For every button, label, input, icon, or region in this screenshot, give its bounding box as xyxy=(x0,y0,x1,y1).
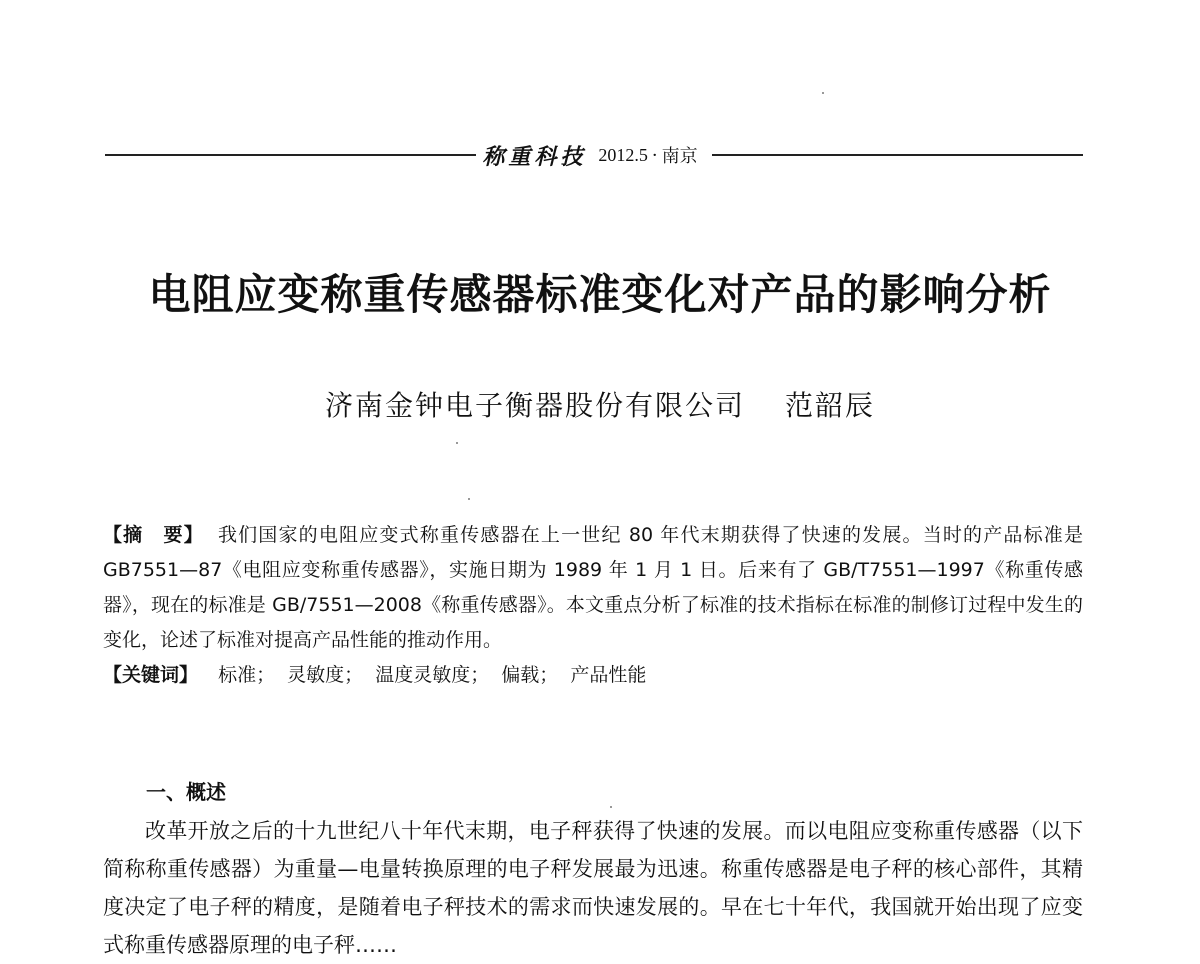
scan-speck xyxy=(456,442,458,444)
keywords-label: 【关键词】 xyxy=(103,664,199,686)
section-heading: 一、概述 xyxy=(146,780,226,804)
scan-speck xyxy=(610,806,612,808)
body-text xyxy=(103,812,1083,964)
header-rule-right xyxy=(712,154,1083,156)
journal-issue: 2012.5 xyxy=(598,144,648,165)
header-rule-left xyxy=(105,154,476,156)
keywords-line xyxy=(103,658,1083,693)
keyword: 偏载； xyxy=(501,664,559,686)
body-paragraph: 改革开放之后的十九世纪八十年代末期，电子秤获得了快速的发展。而以电阻应变称重传感器（以下简称称重传感器）为重量—电量转换原理的电子秤发展最为迅速。称重传感器是电子秤的核心部件，其精度决定了电子秤的精度，是随着电子秤技术的需求而快速发展的。早在七十年代，我国就开始出现了应变式称重传感器原理的电子秤…… xyxy=(103,819,1083,957)
abstract-paragraph xyxy=(103,518,1083,658)
journal-header xyxy=(105,138,1083,172)
journal-name: 称重科技 xyxy=(482,143,587,170)
journal-city: 南京 xyxy=(661,146,698,167)
keyword: 灵敏度； xyxy=(287,664,364,686)
abstract-label: 【摘 要】 xyxy=(103,524,204,546)
author-line xyxy=(0,384,1200,424)
scan-speck xyxy=(468,498,470,500)
abstract-block xyxy=(103,518,1083,693)
scan-speck xyxy=(822,92,824,94)
paper-title: 电阻应变称重传感器标准变化对产品的影响分析 xyxy=(148,270,1052,319)
author-name: 范韶辰 xyxy=(785,389,876,422)
keyword: 产品性能 xyxy=(570,664,647,686)
header-separator: · xyxy=(651,144,658,166)
affiliation: 济南金钟电子衡器股份有限公司 xyxy=(324,389,745,422)
keyword: 标准； xyxy=(218,664,276,686)
abstract-text: 我们国家的电阻应变式称重传感器在上一世纪 80 年代末期获得了快速的发展。当时的产品标准是 GB7551—87《电阻应变称重传感器》，实施日期为 1989 年 1 月 1 日。后来有了 GB/T7551—1997《称重传感器》，现在的标准是 GB/7551—2008《称重传感器》。本文重点分析了标准的技术指标在标准的制修订过程中发生的变化，论述了标准对提高产品性能的推动作用。 xyxy=(103,524,1083,651)
keyword: 温度灵敏度； xyxy=(375,664,490,686)
